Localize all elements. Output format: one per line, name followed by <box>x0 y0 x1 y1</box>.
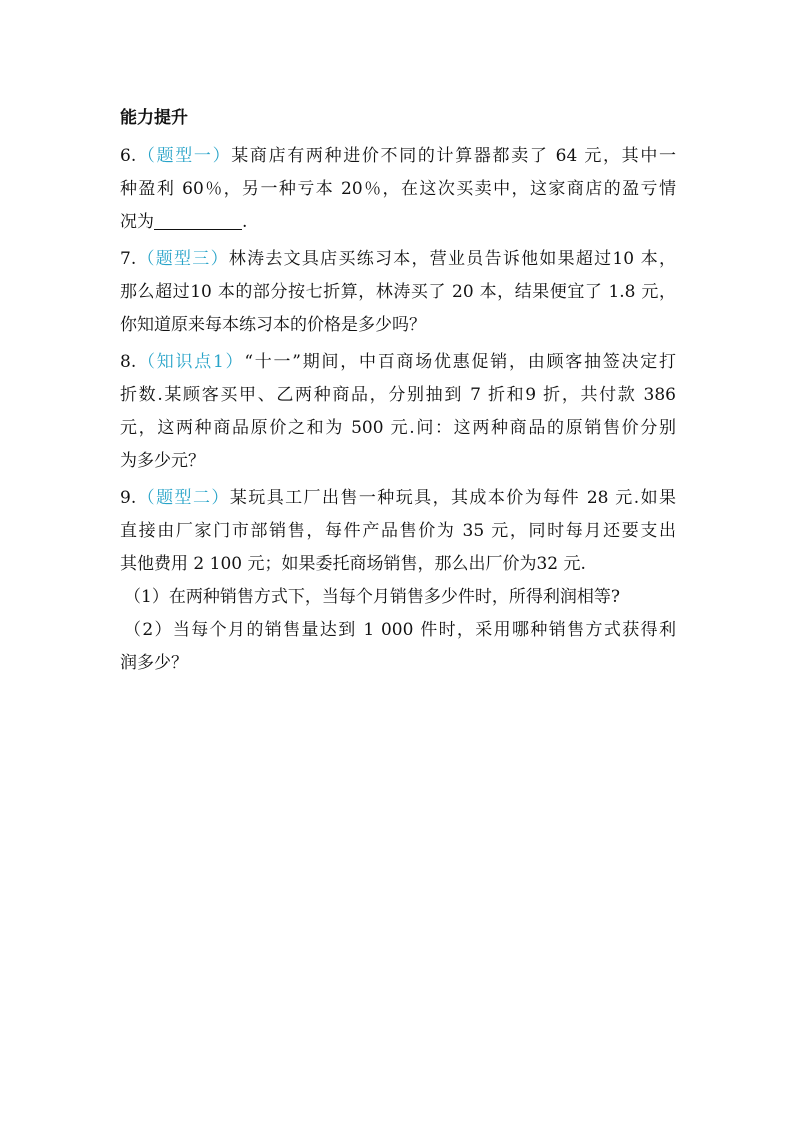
q9-line-3: 其他费用 2 100 元；如果委托商场销售，那么出厂价为32 元. <box>120 554 586 574</box>
answer-blank <box>154 211 242 230</box>
question-9 <box>120 482 676 680</box>
q7-tag: （题型三） <box>136 249 229 269</box>
q8-tag: （知识点1） <box>136 352 245 372</box>
q7-line-3: 你知道原来每本练习本的价格是多少吗？ <box>120 315 426 335</box>
q7-line-2: 那么超过10 本的部分按七折算，林涛买了 20 本，结果便宜了 1.8 元， <box>120 282 676 302</box>
section-title: 能力提升 <box>120 108 188 128</box>
q9-subquestion-1: （1）在两种销售方式下，当每个月销售多少件时，所得利润相等? <box>124 587 620 607</box>
q9-line-1: 9.（题型二）某玩具工厂出售一种玩具，其成本价为每件 28 元.如果 <box>120 488 676 508</box>
q8-number: 8. <box>120 352 137 372</box>
q7-number: 7. <box>120 249 137 269</box>
q9-tag: （题型二） <box>136 488 230 508</box>
q6-number: 6. <box>120 146 137 166</box>
q9-line-2: 直接由厂家门市部销售，每件产品售价为 35 元，同时每月还要支出 <box>120 521 676 541</box>
q8-line-1: 8.（知识点1）“十一”期间，中百商场优惠促销，由顾客抽签决定打 <box>120 352 676 372</box>
q7-line-1: 7.（题型三）林涛去文具店买练习本，营业员告诉他如果超过10 本， <box>120 249 676 269</box>
q6-line-2: 种盈利 60％，另一种亏本 20％，在这次买卖中，这家商店的盈亏情 <box>120 179 676 199</box>
q8-line-3: 元，这两种商品原价之和为 500 元.问：这两种商品的原销售价分别 <box>120 418 676 438</box>
q6-line-3: 况为 . <box>120 212 248 232</box>
q8-line-2: 折数.某顾客买甲、乙两种商品，分别抽到 7 折和9 折，共付款 386 <box>120 385 676 405</box>
question-7 <box>120 243 676 342</box>
q6-tag: （题型一） <box>136 146 232 166</box>
q9-subquestion-2: （2）当每个月的销售量达到 1 000 件时，采用哪种销售方式获得利 <box>124 620 676 640</box>
q9-subquestion-2-cont: 润多少？ <box>120 653 188 673</box>
document-page <box>120 100 676 680</box>
q8-line-4: 为多少元？ <box>120 451 205 471</box>
q6-line-1: 6.（题型一）某商店有两种进价不同的计算器都卖了 64 元，其中一 <box>120 146 676 166</box>
question-6 <box>120 140 676 239</box>
q9-number: 9. <box>120 488 137 508</box>
question-8 <box>120 346 676 478</box>
